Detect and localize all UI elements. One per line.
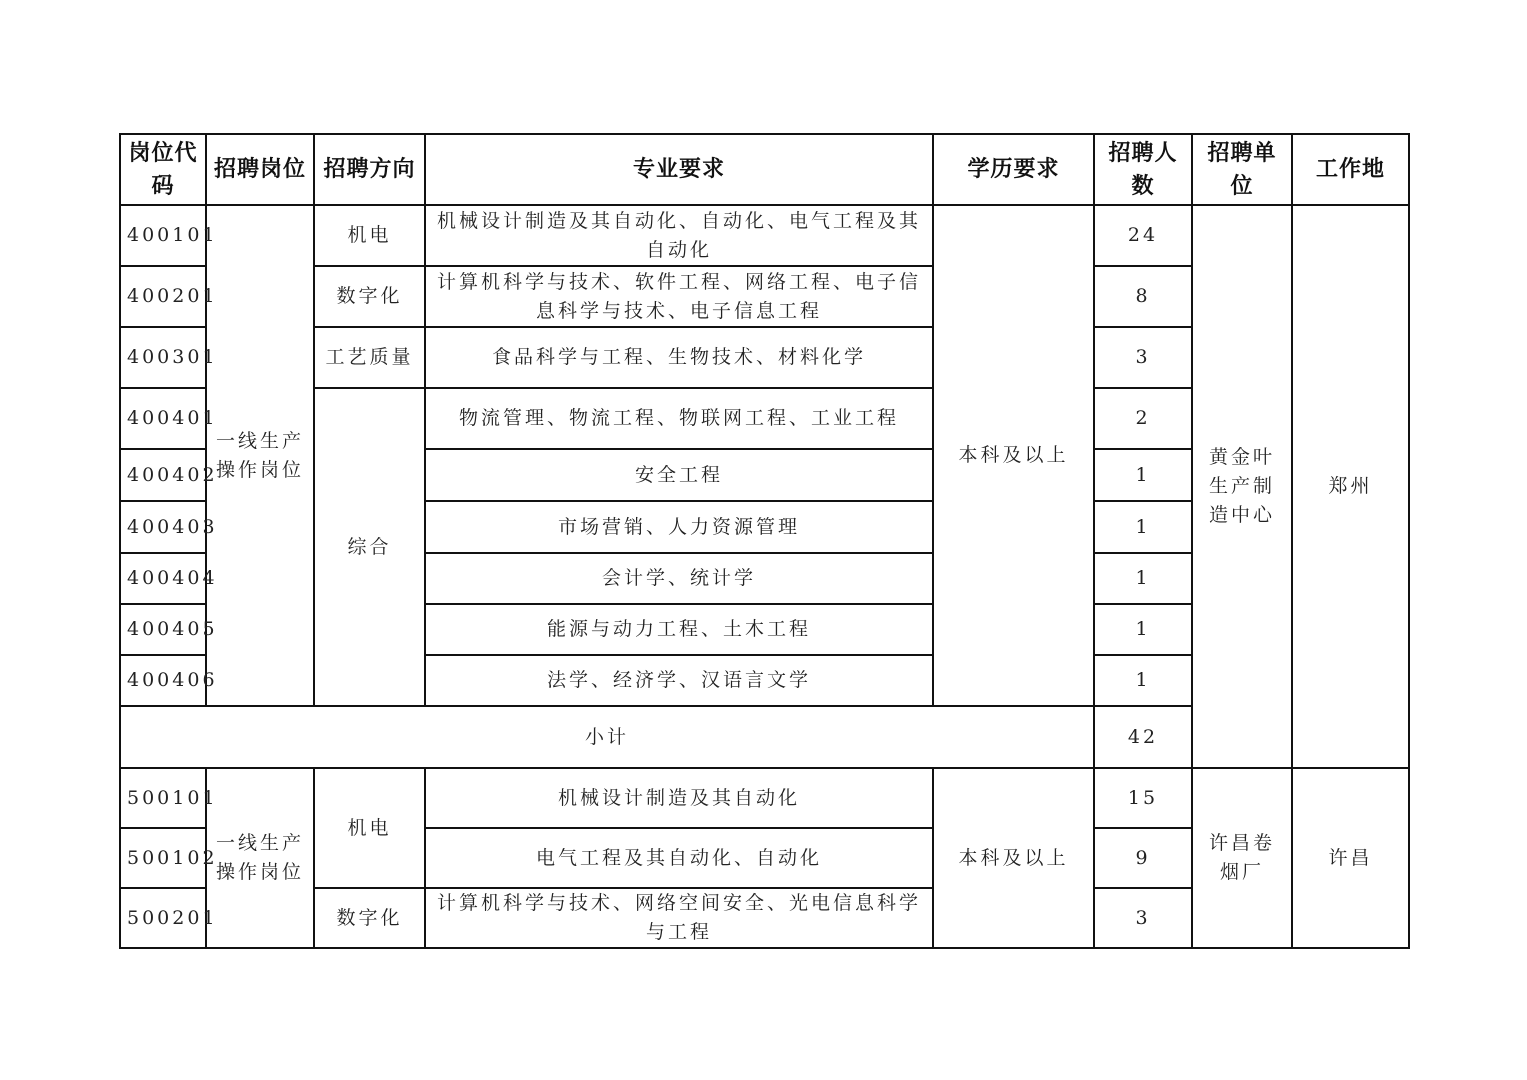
cell-count: 3 xyxy=(1094,327,1192,388)
cell-location: 许昌 xyxy=(1292,768,1409,948)
cell-count: 15 xyxy=(1094,768,1192,828)
cell-major: 会计学、统计学 xyxy=(425,553,933,604)
cell-unit: 许昌卷烟厂 xyxy=(1192,768,1292,948)
cell-code: 500201 xyxy=(120,888,206,948)
cell-code: 400101 xyxy=(120,205,206,266)
cell-code: 400401 xyxy=(120,388,206,449)
cell-direction: 机电 xyxy=(314,205,425,266)
cell-code: 500102 xyxy=(120,828,206,888)
header-major: 专业要求 xyxy=(425,134,933,205)
cell-count: 1 xyxy=(1094,604,1192,655)
cell-code: 400403 xyxy=(120,501,206,553)
cell-code: 400301 xyxy=(120,327,206,388)
cell-position: 一线生产操作岗位 xyxy=(206,768,314,948)
cell-code: 400406 xyxy=(120,655,206,706)
cell-count: 1 xyxy=(1094,655,1192,706)
cell-major: 法学、经济学、汉语言文学 xyxy=(425,655,933,706)
table-row xyxy=(120,768,1409,828)
cell-count: 3 xyxy=(1094,888,1192,948)
header-location: 工作地 xyxy=(1292,134,1409,205)
subtotal-count: 42 xyxy=(1094,706,1192,768)
recruitment-table xyxy=(119,133,1410,949)
cell-code: 400405 xyxy=(120,604,206,655)
cell-major: 计算机科学与技术、软件工程、网络工程、电子信息科学与技术、电子信息工程 xyxy=(425,266,933,327)
cell-position: 一线生产操作岗位 xyxy=(206,205,314,706)
header-education: 学历要求 xyxy=(933,134,1094,205)
cell-code: 400404 xyxy=(120,553,206,604)
cell-code: 400201 xyxy=(120,266,206,327)
cell-education: 本科及以上 xyxy=(933,205,1094,706)
cell-location: 郑州 xyxy=(1292,205,1409,768)
cell-major: 物流管理、物流工程、物联网工程、工业工程 xyxy=(425,388,933,449)
cell-count: 1 xyxy=(1094,553,1192,604)
cell-major: 食品科学与工程、生物技术、材料化学 xyxy=(425,327,933,388)
cell-count: 2 xyxy=(1094,388,1192,449)
cell-direction: 数字化 xyxy=(314,888,425,948)
cell-major: 能源与动力工程、土木工程 xyxy=(425,604,933,655)
header-count: 招聘人数 xyxy=(1094,134,1192,205)
cell-major: 市场营销、人力资源管理 xyxy=(425,501,933,553)
header-code: 岗位代码 xyxy=(120,134,206,205)
table-header-row xyxy=(120,134,1409,205)
cell-direction: 机电 xyxy=(314,768,425,888)
cell-major: 机械设计制造及其自动化 xyxy=(425,768,933,828)
header-direction: 招聘方向 xyxy=(314,134,425,205)
header-unit: 招聘单位 xyxy=(1192,134,1292,205)
cell-major: 机械设计制造及其自动化、自动化、电气工程及其自动化 xyxy=(425,205,933,266)
cell-education: 本科及以上 xyxy=(933,768,1094,948)
cell-count: 1 xyxy=(1094,501,1192,553)
cell-code: 400402 xyxy=(120,449,206,501)
cell-code: 500101 xyxy=(120,768,206,828)
cell-unit: 黄金叶生产制造中心 xyxy=(1192,205,1292,768)
cell-direction: 综合 xyxy=(314,388,425,706)
table-row xyxy=(120,205,1409,266)
subtotal-label: 小计 xyxy=(120,706,1094,768)
cell-direction: 数字化 xyxy=(314,266,425,327)
cell-direction: 工艺质量 xyxy=(314,327,425,388)
cell-major: 计算机科学与技术、网络空间安全、光电信息科学与工程 xyxy=(425,888,933,948)
cell-count: 1 xyxy=(1094,449,1192,501)
header-position: 招聘岗位 xyxy=(206,134,314,205)
cell-major: 电气工程及其自动化、自动化 xyxy=(425,828,933,888)
cell-count: 9 xyxy=(1094,828,1192,888)
cell-count: 24 xyxy=(1094,205,1192,266)
cell-count: 8 xyxy=(1094,266,1192,327)
cell-major: 安全工程 xyxy=(425,449,933,501)
